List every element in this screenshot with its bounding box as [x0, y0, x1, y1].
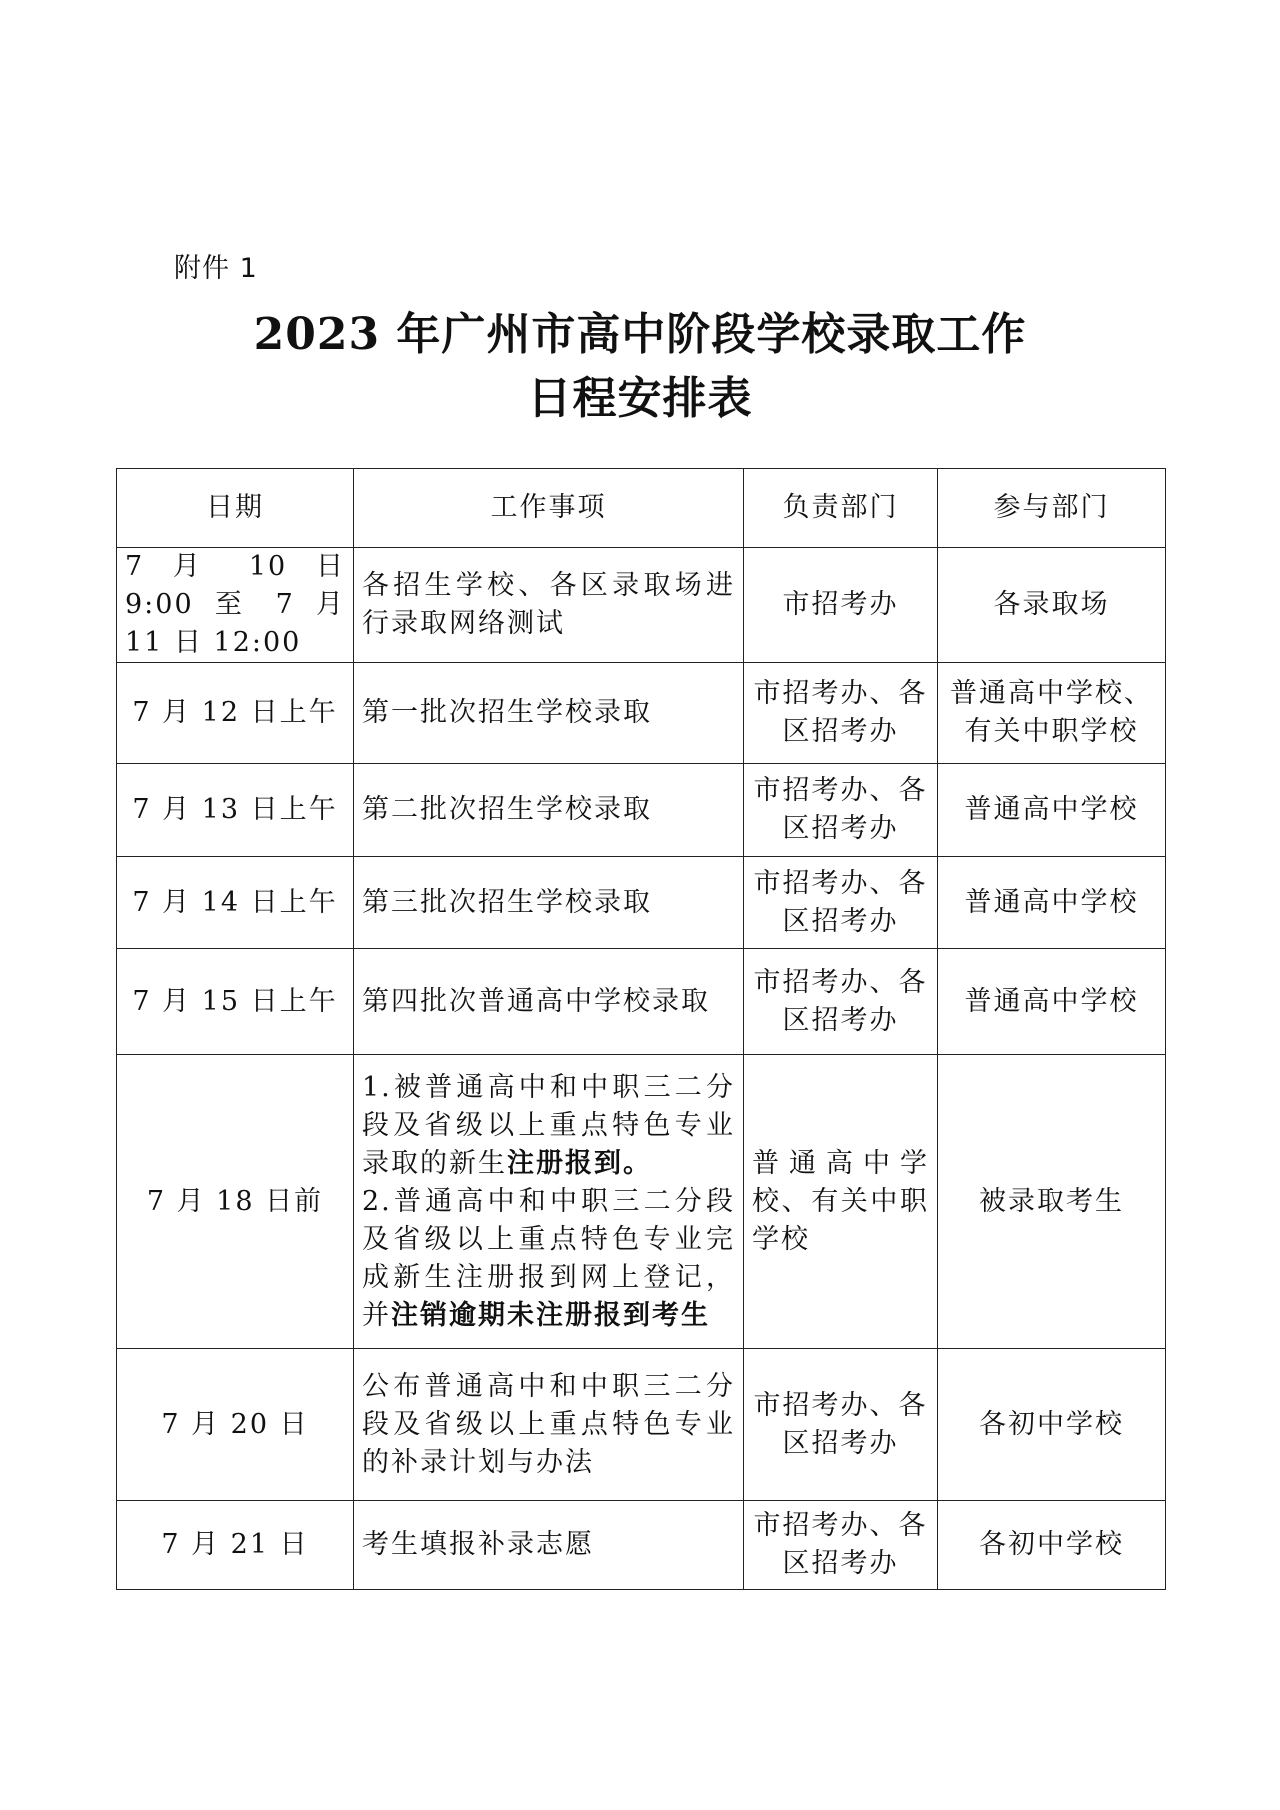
table-row — [117, 949, 1166, 1055]
cell-task — [354, 1055, 744, 1349]
cell-participant-dept: 普通高中学校 — [938, 949, 1166, 1055]
cell-date: 7 月 21 日 — [117, 1501, 354, 1590]
cell-lead-dept: 市招考办、各区招考办 — [744, 1349, 938, 1501]
cell-task: 第四批次普通高中学校录取 — [354, 949, 744, 1055]
task-emphasis: 注册报到。 — [507, 1147, 652, 1179]
cell-task: 第一批次招生学校录取 — [354, 663, 744, 764]
task-text: 1.被普通高中和中职三二分段及省级以上重点特色专业录取的新生 — [362, 1071, 735, 1179]
cell-lead-dept: 普通高中学校、有关中职学校 — [744, 1055, 938, 1349]
cell-lead-dept: 市招考办 — [744, 548, 938, 663]
cell-participant-dept: 各初中学校 — [938, 1501, 1166, 1590]
cell-date: 7 月 13 日上午 — [117, 764, 354, 857]
cell-task: 第三批次招生学校录取 — [354, 857, 744, 949]
cell-participant-dept: 普通高中学校、有关中职学校 — [938, 663, 1166, 764]
table-row — [117, 1055, 1166, 1349]
schedule-table — [116, 468, 1166, 1590]
cell-date: 7 月 10 日 9:00 至 7 月 11 日 12:00 — [117, 548, 354, 663]
cell-lead-dept: 市招考办、各区招考办 — [744, 764, 938, 857]
cell-task: 各招生学校、各区录取场进行录取网络测试 — [354, 548, 744, 663]
cell-lead-dept: 市招考办、各区招考办 — [744, 857, 938, 949]
cell-participant-dept: 普通高中学校 — [938, 764, 1166, 857]
table-row — [117, 663, 1166, 764]
document-title-line1: 2023 年广州市高中阶段学校录取工作 — [253, 309, 1027, 360]
cell-date: 7 月 18 日前 — [117, 1055, 354, 1349]
header-task: 工作事项 — [354, 469, 744, 548]
cell-lead-dept: 市招考办、各区招考办 — [744, 663, 938, 764]
header-date: 日期 — [117, 469, 354, 548]
table-row — [117, 764, 1166, 857]
cell-date: 7 月 14 日上午 — [117, 857, 354, 949]
table-header-row — [117, 469, 1166, 548]
document-title-line2: 日程安排表 — [527, 373, 753, 424]
table-row — [117, 548, 1166, 663]
cell-participant-dept: 各录取场 — [938, 548, 1166, 663]
attachment-label: 附件 1 — [174, 253, 258, 284]
header-lead-dept: 负责部门 — [744, 469, 938, 548]
cell-participant-dept: 被录取考生 — [938, 1055, 1166, 1349]
cell-task: 公布普通高中和中职三二分段及省级以上重点特色专业的补录计划与办法 — [354, 1349, 744, 1501]
task-paragraph-1 — [362, 1069, 735, 1183]
cell-task: 考生填报补录志愿 — [354, 1501, 744, 1590]
task-text: 2.普通高中和中职三二分段及省级以上重点特色专业完成新生注册报到网上登记，并 — [362, 1185, 735, 1331]
cell-lead-dept: 市招考办、各区招考办 — [744, 949, 938, 1055]
cell-lead-dept: 市招考办、各区招考办 — [744, 1501, 938, 1590]
cell-date: 7 月 20 日 — [117, 1349, 354, 1501]
cell-participant-dept: 普通高中学校 — [938, 857, 1166, 949]
task-paragraph-2 — [362, 1183, 735, 1335]
table-row — [117, 1349, 1166, 1501]
task-emphasis: 注销逾期未注册报到考生 — [391, 1299, 710, 1331]
cell-date: 7 月 12 日上午 — [117, 663, 354, 764]
cell-task: 第二批次招生学校录取 — [354, 764, 744, 857]
cell-participant-dept: 各初中学校 — [938, 1349, 1166, 1501]
table-row — [117, 1501, 1166, 1590]
table-row — [117, 857, 1166, 949]
header-participant-dept: 参与部门 — [938, 469, 1166, 548]
cell-date: 7 月 15 日上午 — [117, 949, 354, 1055]
